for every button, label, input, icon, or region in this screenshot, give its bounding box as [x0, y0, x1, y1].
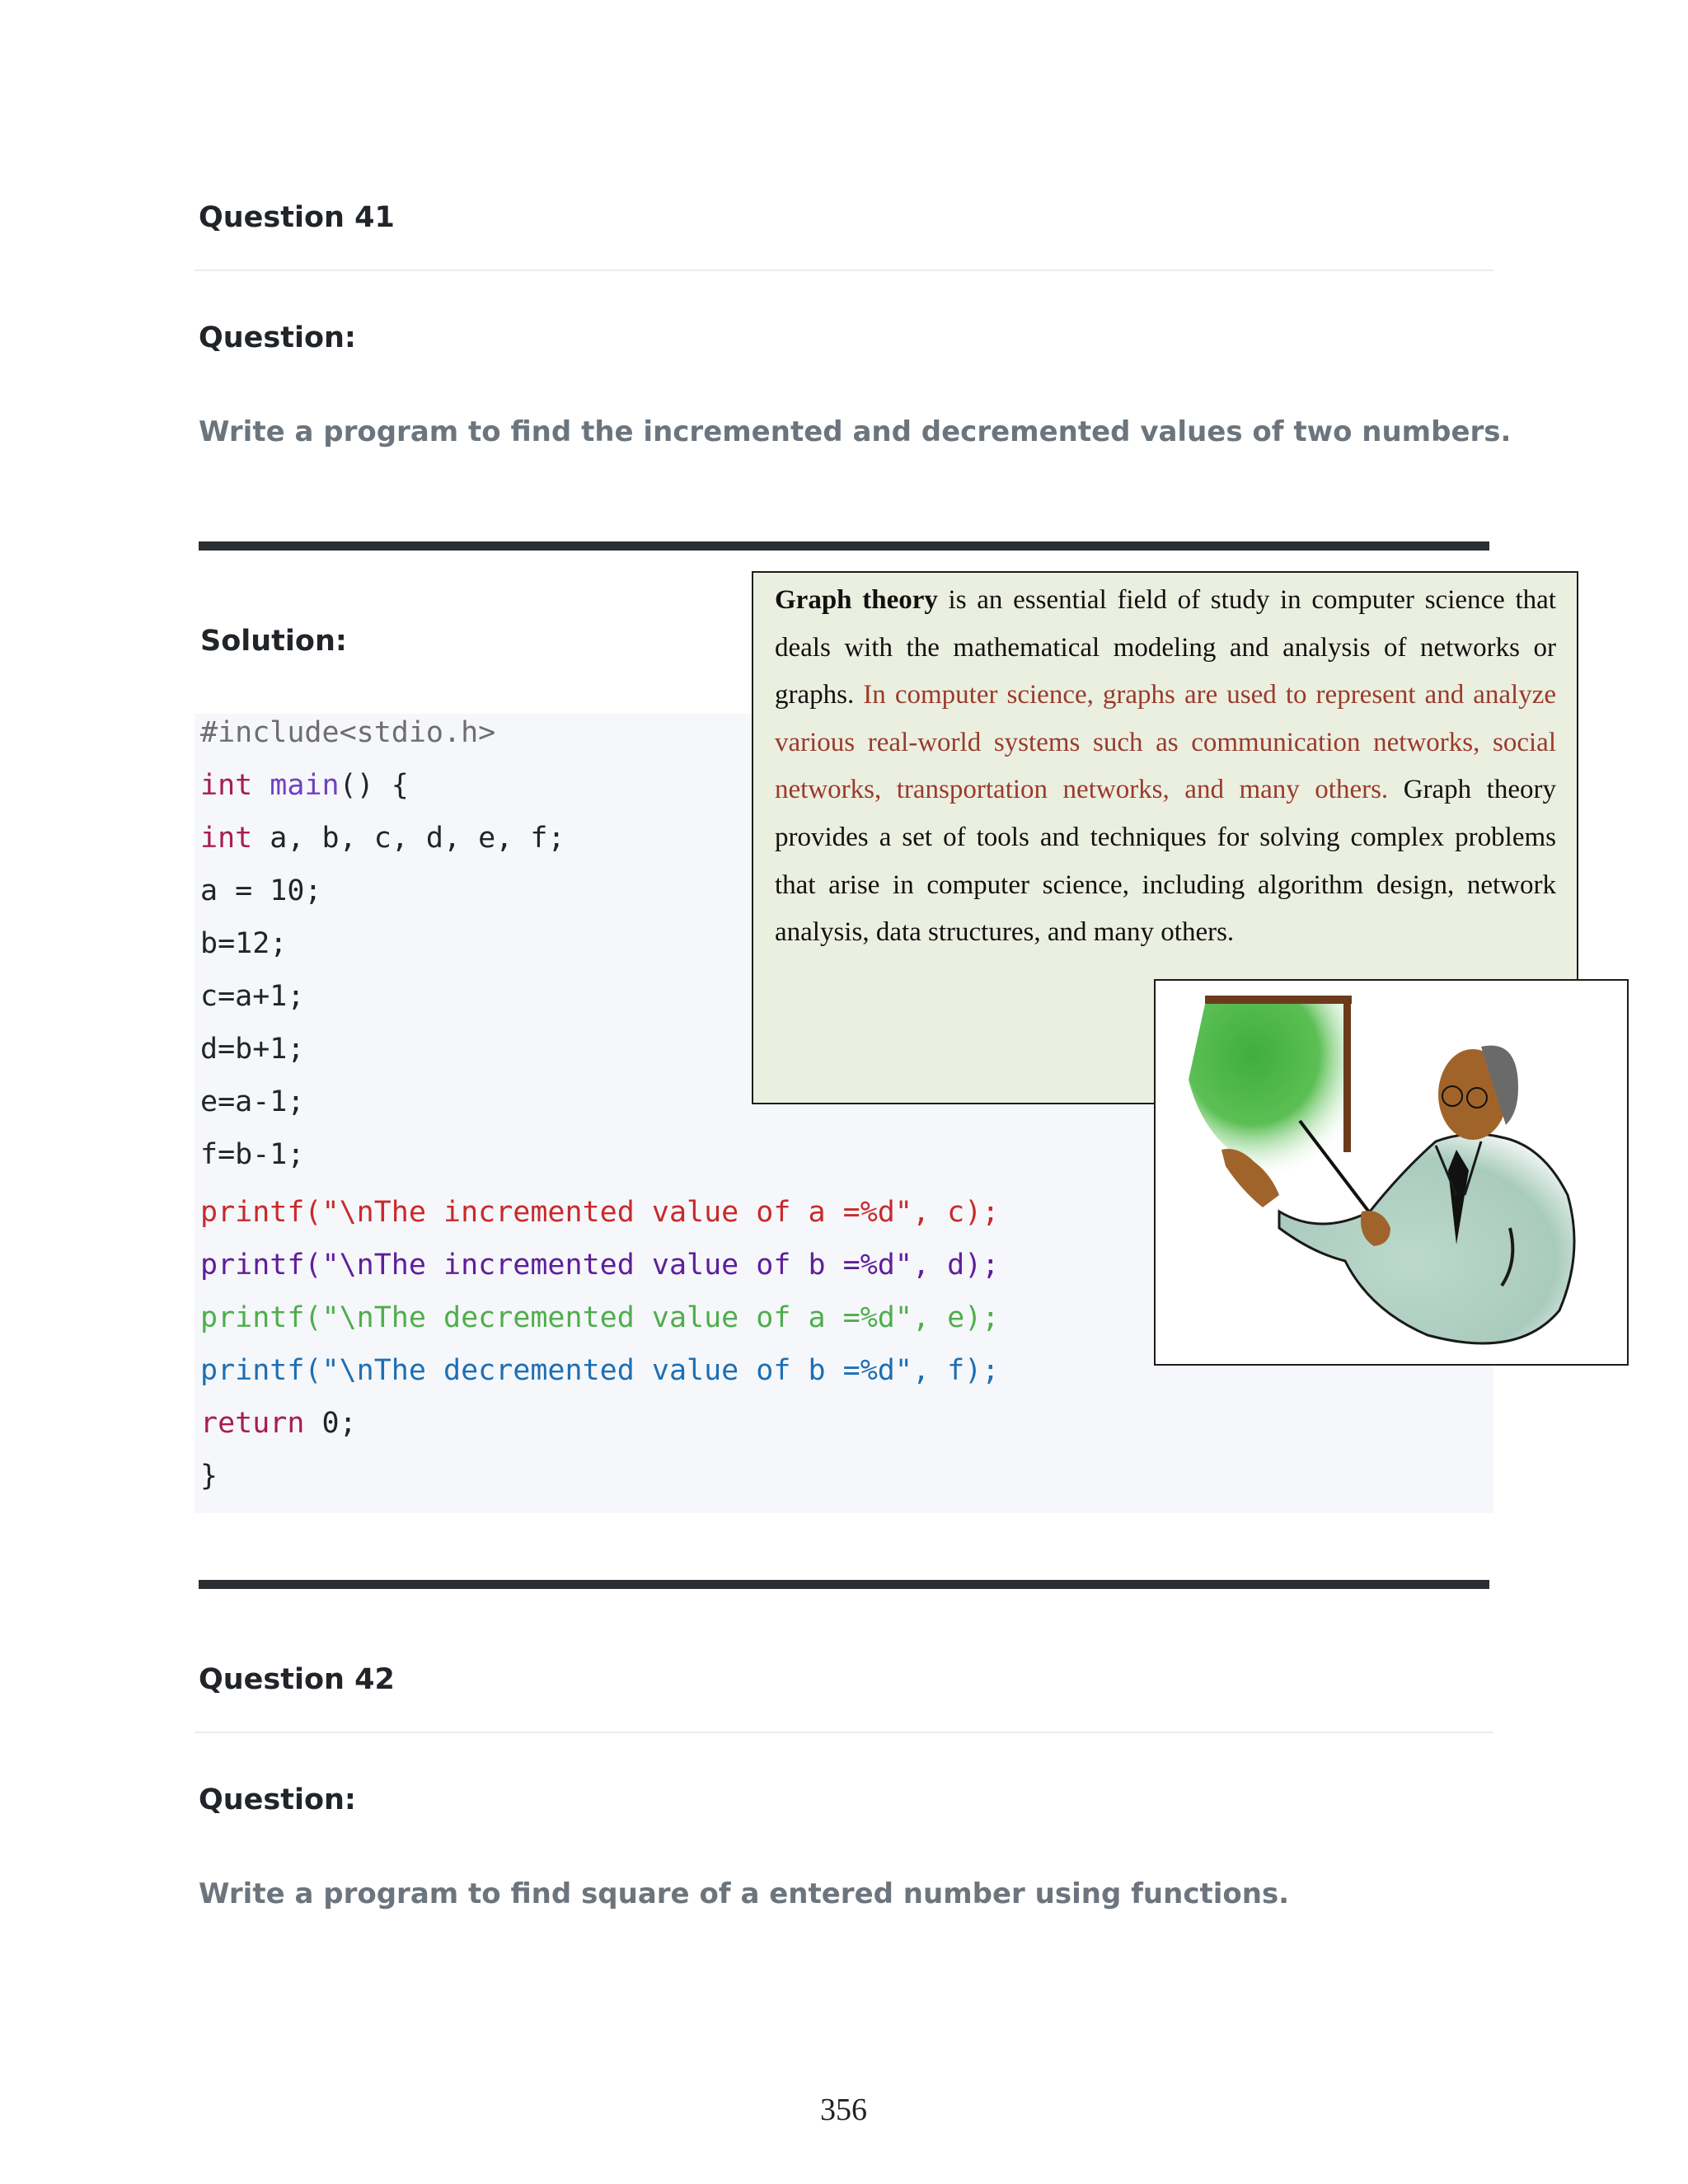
teacher-pointer-icon: [1156, 981, 1627, 1364]
question-text: Write a program to find square of a entered number using functions.: [199, 1877, 1290, 1910]
code-text: a, b, c, d, e, f;: [252, 822, 565, 855]
code-line: a = 10;: [200, 874, 322, 907]
code-line: #include<stdio.h>: [200, 716, 496, 749]
function-name: main: [270, 769, 340, 802]
code-line: e=a-1;: [200, 1085, 305, 1118]
divider: [195, 269, 1493, 271]
page-number: 356: [820, 2093, 867, 2127]
code-line: [200, 771, 409, 800]
code-text: () {: [339, 769, 409, 802]
code-text: 0;: [304, 1407, 357, 1440]
question-text: Write a program to find the incremented and decremented values of two numbers.: [199, 415, 1512, 448]
note-text-part: is an essential field of study in computer science that deals with the mathematical modeling and analysis of networks or graphs.: [775, 585, 1556, 710]
code-line: }: [200, 1460, 218, 1493]
note-highlight: In computer science, graphs are used to represent and analyze various real-world systems such as communication networks, social networks, transportation networks, and many others.: [775, 680, 1556, 805]
code-line: printf("\nThe decremented value of b =%d", f);: [200, 1354, 1000, 1387]
note-text-part: Graph theory provides a set of tools and techniques for solving complex problems that arise in computer science, including algorithm design, network analysis, data structures, and many others.: [775, 775, 1556, 948]
code-line: [200, 824, 565, 853]
code-line: c=a+1;: [200, 980, 305, 1013]
teacher-illustration: [1154, 979, 1629, 1366]
section-divider: [199, 1580, 1489, 1589]
keyword: int: [200, 769, 253, 802]
code-line: printf("\nThe incremented value of a =%d", c);: [200, 1196, 1000, 1229]
code-line: printf("\nThe incremented value of b =%d", d);: [200, 1249, 1000, 1282]
note-text: [775, 577, 1556, 957]
solution-label: Solution:: [200, 625, 347, 658]
question-label: Question:: [199, 321, 356, 354]
code-line: d=b+1;: [200, 1033, 305, 1066]
code-line: printf("\nThe decremented value of a =%d", e);: [200, 1301, 1000, 1334]
keyword: int: [200, 822, 253, 855]
section-divider: [199, 541, 1489, 551]
divider: [195, 1732, 1493, 1733]
keyword: return: [200, 1407, 305, 1440]
question-label: Question:: [199, 1783, 356, 1816]
code-line: [200, 1409, 357, 1438]
question-41-heading: Question 41: [199, 201, 395, 234]
question-42-heading: Question 42: [199, 1663, 395, 1696]
note-bold-term: Graph theory: [775, 585, 938, 615]
code-line: b=12;: [200, 927, 288, 960]
code-line: f=b-1;: [200, 1138, 305, 1171]
